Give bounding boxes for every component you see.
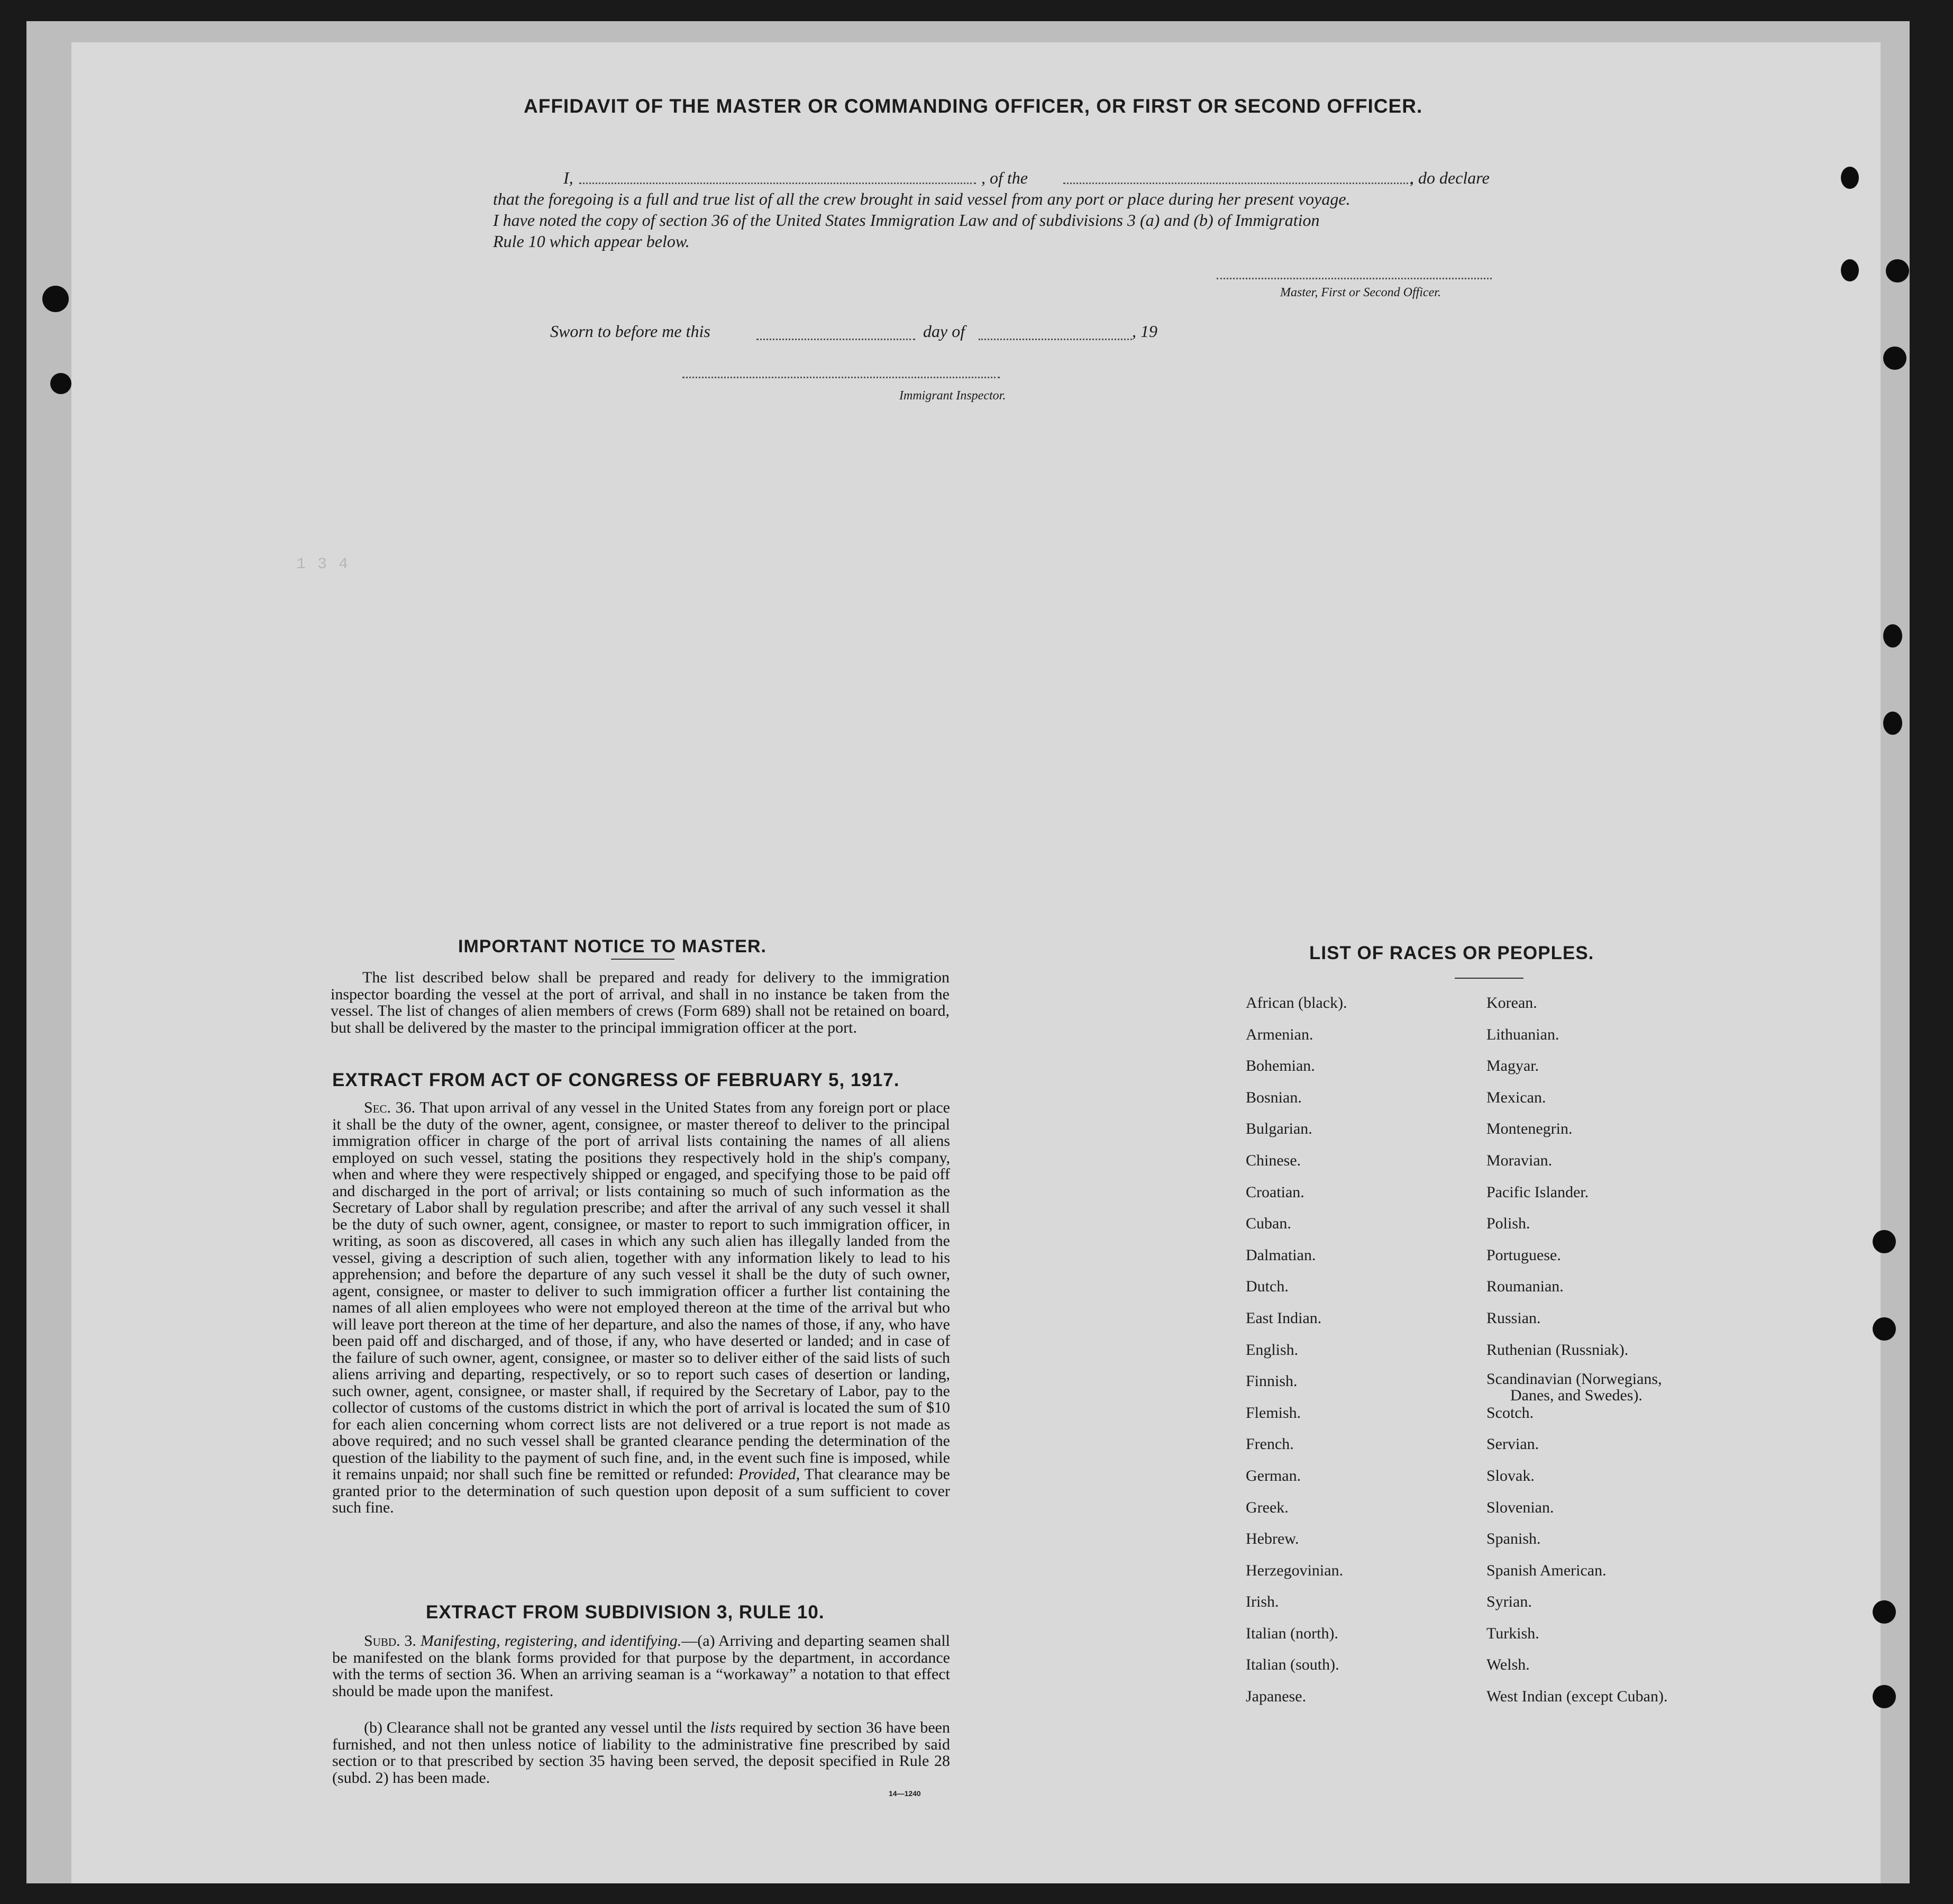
race-item: Dalmatian. — [1246, 1246, 1316, 1264]
race-item: Scotch. — [1486, 1404, 1534, 1422]
affidavit-i-label: I, — [563, 168, 573, 187]
race-item: Armenian. — [1246, 1025, 1313, 1043]
race-item: Cuban. — [1246, 1215, 1291, 1233]
race-item: Spanish American. — [1486, 1561, 1607, 1579]
races-left-column — [1246, 987, 1347, 1712]
race-item: Chinese. — [1246, 1151, 1301, 1169]
race-item: French. — [1246, 1435, 1294, 1453]
race-item: Irish. — [1246, 1593, 1279, 1611]
sworn-day-field[interactable] — [756, 339, 915, 340]
races-right-column — [1486, 987, 1667, 1712]
vessel-name-field[interactable] — [1063, 183, 1412, 184]
race-item-multiline — [1486, 1365, 1667, 1405]
race-item: Finnish. — [1246, 1372, 1298, 1390]
race-item: Montenegrin. — [1486, 1120, 1573, 1138]
race-item: Slovenian. — [1486, 1498, 1554, 1516]
act-body-end: That clearance may be granted prior to the determination of such question upon deposit of a sum sufficient to cover such fine. — [332, 1465, 950, 1516]
race-item: Pacific Islander. — [1486, 1183, 1589, 1201]
race-item: Bosnian. — [1246, 1088, 1302, 1106]
sworn-year-label: , 19 — [1132, 322, 1157, 341]
hole-punch — [42, 286, 69, 312]
race-item: Italian (north). — [1246, 1624, 1338, 1642]
sworn-day-of-label: day of — [923, 322, 965, 341]
race-item: Korean. — [1486, 994, 1537, 1012]
hole-punch — [1873, 1230, 1896, 1253]
race-item: Ruthenian (Russniak). — [1486, 1341, 1629, 1359]
rule-subd-heading: Manifesting, registering, and identifying. — [420, 1632, 682, 1650]
affidavit-rule-line: Rule 10 which appear below. — [493, 232, 690, 251]
race-item: Moravian. — [1486, 1151, 1553, 1169]
hole-punch — [1883, 347, 1906, 370]
race-item: Flemish. — [1246, 1404, 1301, 1422]
race-item: Welsh. — [1486, 1656, 1530, 1674]
rule-para-a — [332, 1633, 950, 1699]
affidavit-do-declare-label: , do declare — [1410, 168, 1490, 187]
affidavit-of-the-label: , of the — [981, 168, 1028, 187]
race-item: Italian (south). — [1246, 1656, 1339, 1674]
notice-body-text: The list described below shall be prepared and ready for delivery to the immigration inspector boarding the vessel at the port of arrival, and shall in no instance be taken from the vessel. The list of changes of alien members of crews (Form 689) shall not be retained on board, but shall be delivered by the master to the principal immigration officer at the port. — [331, 969, 950, 1036]
notice-title-rule — [611, 959, 674, 960]
race-item: Russian. — [1486, 1309, 1541, 1327]
race-item: Hebrew. — [1246, 1530, 1299, 1548]
race-item: Spanish. — [1486, 1530, 1541, 1548]
race-item: Japanese. — [1246, 1688, 1307, 1706]
act-body-text: That upon arrival of any vessel in the United States from any foreign port or place it shall be the duty of the owner, agent, consignee, or master thereof to deliver to the principal immigration officer in charge of the port of arrival lists containing the names of all aliens employed on such vessel, stating the positions they respectively hold in the ship's company, when and where they were respectively shipped or engaged, and specifying those to be paid off and discharged in the port of arrival; or lists containing so much of such information as the Secretary of Labor shall by regulation prescribe; and after the arrival of any such vessel it shall be the duty of such owner, agent, consignee, or master to report to such immigration officer, in writing, as soon as discovered, all cases in which any such alien has illegally landed from the vessel, giving a description of such alien, together with any information likely to lead to his apprehension; and before the departure of any such vessel it shall be the duty of such owner, agent, consignee, or master to deliver to such immigration officer a further list containing the names of all alien employees who were not employed thereon at the time of the arrival but who will leave port thereon at the time of her departure, and also the names of those, if any, who have been paid off and discharged, and of those, if any, who have deserted or landed; and in case of the failure of such owner, agent, consignee, or master so to deliver either of the said lists of such aliens arriving and departing, respectively, or so to report such cases of desertion or landing, such owner, agent, consignee, or master shall, if required by the Secretary of Labor, pay to the collector of customs of the customs district in which the port of arrival is located the sum of $10 for each alien concerning whom correct lists are not delivered or a true report is not made as above required; and no such vessel shall be granted clearance pending the determination of the question of the liability to the payment of such fine, and, in the event such fine is imposed, while it remains unpaid; nor shall such fine be remitted or refunded: — [332, 1099, 950, 1483]
races-title-rule — [1455, 978, 1523, 979]
rule-para-b — [332, 1719, 950, 1786]
sworn-month-field[interactable] — [979, 339, 1132, 340]
race-item: Bohemian. — [1246, 1057, 1315, 1075]
race-item: Mexican. — [1486, 1088, 1546, 1106]
hole-punch — [1873, 1317, 1896, 1341]
rule-title: EXTRACT FROM SUBDIVISION 3, RULE 10. — [426, 1602, 825, 1623]
race-item: Servian. — [1486, 1435, 1539, 1453]
race-item: German. — [1246, 1466, 1301, 1484]
act-title: EXTRACT FROM ACT OF CONGRESS OF FEBRUARY 5, 1917. — [332, 1070, 900, 1090]
hole-punch — [1886, 259, 1909, 283]
notice-body — [331, 969, 950, 1036]
inspector-signature-field[interactable] — [682, 377, 1000, 378]
race-item: West Indian (except Cuban). — [1486, 1688, 1668, 1706]
race-item: Scandinavian (Norwegians, — [1486, 1370, 1662, 1388]
race-item: Greek. — [1246, 1498, 1289, 1516]
master-name-field[interactable] — [579, 183, 976, 184]
bleed-through-row: 1 3 4 — [296, 555, 1482, 573]
race-item: Roumanian. — [1486, 1278, 1564, 1296]
inspector-signature-label: Immigrant Inspector. — [899, 389, 1006, 403]
act-body — [332, 1099, 950, 1516]
race-item: English. — [1246, 1341, 1299, 1359]
notice-title: IMPORTANT NOTICE TO MASTER. — [458, 936, 766, 956]
race-item: Turkish. — [1486, 1624, 1539, 1642]
race-item: Dutch. — [1246, 1278, 1289, 1296]
race-item: Herzegovinian. — [1246, 1561, 1344, 1579]
race-item: Polish. — [1486, 1215, 1530, 1233]
race-item: Slovak. — [1486, 1466, 1535, 1484]
act-section-label: Sec. 36. — [364, 1099, 416, 1116]
act-provided: Provided, — [738, 1465, 800, 1483]
race-item: Bulgarian. — [1246, 1120, 1312, 1138]
rule-para-b-lists: lists — [710, 1719, 736, 1736]
races-title: LIST OF RACES OR PEOPLES. — [1309, 943, 1594, 963]
officer-signature-field[interactable] — [1217, 278, 1492, 279]
race-item: Magyar. — [1486, 1057, 1539, 1075]
race-item: Danes, and Swedes). — [1510, 1387, 1642, 1405]
race-item: Croatian. — [1246, 1183, 1304, 1201]
sworn-prefix: Sworn to before me this — [550, 322, 710, 341]
form-number: 14—1240 — [889, 1789, 921, 1798]
hole-punch — [1841, 167, 1859, 189]
affidavit-title: AFFIDAVIT OF THE MASTER OR COMMANDING OFFICER, OR FIRST OR SECOND OFFICER. — [524, 95, 1423, 117]
hole-punch — [1883, 624, 1902, 648]
officer-signature-label: Master, First or Second Officer. — [1280, 286, 1441, 299]
hole-punch — [1873, 1600, 1896, 1624]
affidavit-noted-line: I have noted the copy of section 36 of the United States Immigration Law and of subdivisions 3 (a) and (b) of Immigration — [493, 211, 1320, 230]
rule-subd-label: Subd. 3. — [364, 1632, 416, 1650]
race-item: East Indian. — [1246, 1309, 1322, 1327]
race-item: Portuguese. — [1486, 1246, 1561, 1264]
race-item: Lithuanian. — [1486, 1025, 1559, 1043]
hole-punch — [1841, 259, 1859, 281]
race-item: Syrian. — [1486, 1593, 1532, 1611]
rule-para-b-start: (b) Clearance shall not be granted any vessel until the — [364, 1719, 706, 1736]
hole-punch — [50, 373, 71, 394]
hole-punch — [1873, 1685, 1896, 1708]
hole-punch — [1883, 712, 1902, 735]
affidavit-declaration-line: that the foregoing is a full and true list of all the crew brought in said vessel from any port or place during her present voyage. — [493, 189, 1350, 208]
race-item: African (black). — [1246, 994, 1347, 1012]
rule-para-b-rest: required by section 36 have been furnished, and not then unless notice of liability to the administrative fine prescribed by said section or to that prescribed by section 35 having been served, the deposit specified in Rule 28 (subd. 2) has been made. — [332, 1719, 950, 1787]
rule-para-a-text: —(a) Arriving and departing seamen shall be manifested on the blank forms provided for that purpose by the department, in accordance with the terms of section 36. When an arriving seaman is a “workaway” a notation to that effect should be made upon the manifest. — [332, 1632, 950, 1700]
